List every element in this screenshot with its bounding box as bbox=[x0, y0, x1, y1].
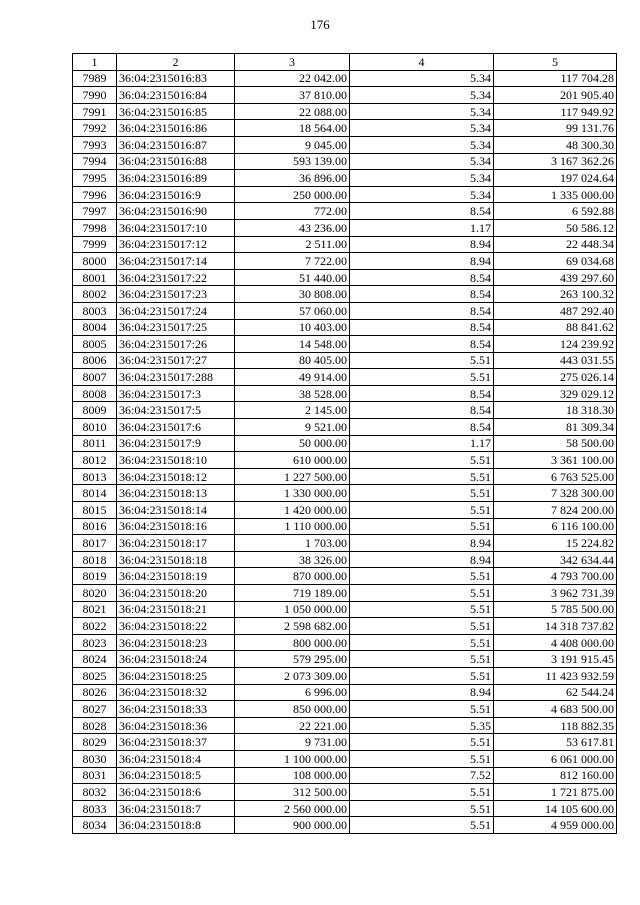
row-number-cell: 8015 bbox=[73, 502, 117, 519]
row-number-cell: 8019 bbox=[73, 568, 117, 585]
area-cell: 38 326.00 bbox=[235, 551, 350, 568]
area-cell: 2 560 000.00 bbox=[235, 800, 350, 817]
cadastral-number-cell: 36:04:2315017:288 bbox=[117, 369, 235, 386]
row-number-cell: 8033 bbox=[73, 800, 117, 817]
cadastral-number-cell: 36:04:2315017:9 bbox=[117, 435, 235, 452]
area-cell: 312 500.00 bbox=[235, 784, 350, 801]
table-row bbox=[73, 784, 617, 801]
row-number-cell: 7992 bbox=[73, 120, 117, 137]
rate-cell: 5.51 bbox=[350, 585, 494, 602]
row-number-cell: 7997 bbox=[73, 203, 117, 220]
row-number-cell: 8007 bbox=[73, 369, 117, 386]
table-row bbox=[73, 485, 617, 502]
row-number-cell: 7993 bbox=[73, 136, 117, 153]
rate-cell: 5.51 bbox=[350, 518, 494, 535]
table-row bbox=[73, 103, 617, 120]
column-header: 5 bbox=[494, 54, 617, 71]
cadastral-number-cell: 36:04:2315016:84 bbox=[117, 87, 235, 104]
cadastral-number-cell: 36:04:2315016:83 bbox=[117, 70, 235, 87]
rate-cell: 8.94 bbox=[350, 535, 494, 552]
table-row bbox=[73, 518, 617, 535]
cadastral-number-cell: 36:04:2315016:89 bbox=[117, 170, 235, 187]
row-number-cell: 8013 bbox=[73, 468, 117, 485]
cadastral-number-cell: 36:04:2315016:85 bbox=[117, 103, 235, 120]
rate-cell: 5.34 bbox=[350, 103, 494, 120]
rate-cell: 5.35 bbox=[350, 717, 494, 734]
value-cell: 117 949.92 bbox=[494, 103, 617, 120]
value-cell: 7 328 300.00 bbox=[494, 485, 617, 502]
row-number-cell: 8027 bbox=[73, 701, 117, 718]
value-cell: 124 239.92 bbox=[494, 336, 617, 353]
table-row bbox=[73, 70, 617, 87]
table-header-row bbox=[73, 54, 617, 71]
table-row bbox=[73, 136, 617, 153]
rate-cell: 5.51 bbox=[350, 369, 494, 386]
rate-cell: 8.54 bbox=[350, 203, 494, 220]
area-cell: 772.00 bbox=[235, 203, 350, 220]
table-row bbox=[73, 170, 617, 187]
rate-cell: 5.51 bbox=[350, 651, 494, 668]
value-cell: 6 116 100.00 bbox=[494, 518, 617, 535]
row-number-cell: 7999 bbox=[73, 236, 117, 253]
row-number-cell: 7996 bbox=[73, 186, 117, 203]
area-cell: 36 896.00 bbox=[235, 170, 350, 187]
value-cell: 11 423 932.59 bbox=[494, 667, 617, 684]
row-number-cell: 8034 bbox=[73, 817, 117, 834]
table-row bbox=[73, 87, 617, 104]
row-number-cell: 8011 bbox=[73, 435, 117, 452]
cadastral-number-cell: 36:04:2315018:19 bbox=[117, 568, 235, 585]
value-cell: 1 721 875.00 bbox=[494, 784, 617, 801]
table-row bbox=[73, 468, 617, 485]
value-cell: 5 785 500.00 bbox=[494, 601, 617, 618]
row-number-cell: 8024 bbox=[73, 651, 117, 668]
row-number-cell: 8025 bbox=[73, 667, 117, 684]
cadastral-number-cell: 36:04:2315016:90 bbox=[117, 203, 235, 220]
value-cell: 50 586.12 bbox=[494, 219, 617, 236]
row-number-cell: 8030 bbox=[73, 750, 117, 767]
value-cell: 118 882.35 bbox=[494, 717, 617, 734]
row-number-cell: 8006 bbox=[73, 352, 117, 369]
value-cell: 6 592.88 bbox=[494, 203, 617, 220]
value-cell: 487 292.40 bbox=[494, 302, 617, 319]
area-cell: 1 100 000.00 bbox=[235, 750, 350, 767]
row-number-cell: 7998 bbox=[73, 219, 117, 236]
table-row bbox=[73, 352, 617, 369]
area-cell: 1 703.00 bbox=[235, 535, 350, 552]
cadastral-number-cell: 36:04:2315018:24 bbox=[117, 651, 235, 668]
rate-cell: 5.51 bbox=[350, 784, 494, 801]
rate-cell: 5.51 bbox=[350, 667, 494, 684]
cadastral-number-cell: 36:04:2315018:10 bbox=[117, 452, 235, 469]
rate-cell: 5.34 bbox=[350, 70, 494, 87]
rate-cell: 8.54 bbox=[350, 336, 494, 353]
cadastral-number-cell: 36:04:2315018:4 bbox=[117, 750, 235, 767]
rate-cell: 8.94 bbox=[350, 684, 494, 701]
value-cell: 3 167 362.26 bbox=[494, 153, 617, 170]
rate-cell: 5.34 bbox=[350, 186, 494, 203]
cadastral-number-cell: 36:04:2315018:20 bbox=[117, 585, 235, 602]
table-row bbox=[73, 585, 617, 602]
rate-cell: 8.54 bbox=[350, 319, 494, 336]
rate-cell: 5.51 bbox=[350, 468, 494, 485]
rate-cell: 5.34 bbox=[350, 120, 494, 137]
row-number-cell: 8018 bbox=[73, 551, 117, 568]
value-cell: 201 905.40 bbox=[494, 87, 617, 104]
table-row bbox=[73, 701, 617, 718]
table-row bbox=[73, 800, 617, 817]
column-header: 2 bbox=[117, 54, 235, 71]
value-cell: 197 024.64 bbox=[494, 170, 617, 187]
value-cell: 3 361 100.00 bbox=[494, 452, 617, 469]
table-row bbox=[73, 535, 617, 552]
value-cell: 4 408 000.00 bbox=[494, 634, 617, 651]
row-number-cell: 7989 bbox=[73, 70, 117, 87]
value-cell: 58 500.00 bbox=[494, 435, 617, 452]
row-number-cell: 8028 bbox=[73, 717, 117, 734]
table-row bbox=[73, 302, 617, 319]
area-cell: 1 050 000.00 bbox=[235, 601, 350, 618]
rate-cell: 5.34 bbox=[350, 87, 494, 104]
cadastral-number-cell: 36:04:2315017:14 bbox=[117, 253, 235, 270]
rate-cell: 8.54 bbox=[350, 286, 494, 303]
cadastral-number-cell: 36:04:2315018:25 bbox=[117, 667, 235, 684]
cadastral-number-cell: 36:04:2315018:37 bbox=[117, 734, 235, 751]
rate-cell: 1.17 bbox=[350, 435, 494, 452]
table-row bbox=[73, 767, 617, 784]
cadastral-number-cell: 36:04:2315017:24 bbox=[117, 302, 235, 319]
cadastral-number-cell: 36:04:2315017:27 bbox=[117, 352, 235, 369]
table-row bbox=[73, 402, 617, 419]
table-row bbox=[73, 419, 617, 436]
area-cell: 22 221.00 bbox=[235, 717, 350, 734]
value-cell: 3 191 915.45 bbox=[494, 651, 617, 668]
cadastral-number-cell: 36:04:2315016:86 bbox=[117, 120, 235, 137]
rate-cell: 8.94 bbox=[350, 551, 494, 568]
cadastral-number-cell: 36:04:2315018:22 bbox=[117, 618, 235, 635]
rate-cell: 5.34 bbox=[350, 136, 494, 153]
area-cell: 850 000.00 bbox=[235, 701, 350, 718]
cadastral-number-cell: 36:04:2315018:23 bbox=[117, 634, 235, 651]
row-number-cell: 8021 bbox=[73, 601, 117, 618]
value-cell: 81 309.34 bbox=[494, 419, 617, 436]
row-number-cell: 8029 bbox=[73, 734, 117, 751]
value-cell: 7 824 200.00 bbox=[494, 502, 617, 519]
cadastral-number-cell: 36:04:2315018:6 bbox=[117, 784, 235, 801]
area-cell: 9 521.00 bbox=[235, 419, 350, 436]
rate-cell: 8.94 bbox=[350, 253, 494, 270]
rate-cell: 5.34 bbox=[350, 153, 494, 170]
page-number: 176 bbox=[310, 17, 330, 32]
row-number-cell: 7994 bbox=[73, 153, 117, 170]
table-row bbox=[73, 253, 617, 270]
area-cell: 1 420 000.00 bbox=[235, 502, 350, 519]
cadastral-number-cell: 36:04:2315018:17 bbox=[117, 535, 235, 552]
table-row bbox=[73, 651, 617, 668]
cadastral-number-cell: 36:04:2315018:21 bbox=[117, 601, 235, 618]
cadastral-number-cell: 36:04:2315017:22 bbox=[117, 269, 235, 286]
cadastral-number-cell: 36:04:2315016:88 bbox=[117, 153, 235, 170]
area-cell: 719 189.00 bbox=[235, 585, 350, 602]
value-cell: 22 448.34 bbox=[494, 236, 617, 253]
rate-cell: 8.54 bbox=[350, 419, 494, 436]
cadastral-number-cell: 36:04:2315017:26 bbox=[117, 336, 235, 353]
area-cell: 900 000.00 bbox=[235, 817, 350, 834]
row-number-cell: 8008 bbox=[73, 385, 117, 402]
table-body bbox=[73, 70, 617, 833]
cadastral-number-cell: 36:04:2315017:12 bbox=[117, 236, 235, 253]
table-row bbox=[73, 369, 617, 386]
area-cell: 22 042.00 bbox=[235, 70, 350, 87]
row-number-cell: 7990 bbox=[73, 87, 117, 104]
value-cell: 3 962 731.39 bbox=[494, 585, 617, 602]
column-header: 4 bbox=[350, 54, 494, 71]
area-cell: 57 060.00 bbox=[235, 302, 350, 319]
table-row bbox=[73, 717, 617, 734]
area-cell: 9 731.00 bbox=[235, 734, 350, 751]
table-row bbox=[73, 568, 617, 585]
value-cell: 329 029.12 bbox=[494, 385, 617, 402]
row-number-cell: 8000 bbox=[73, 253, 117, 270]
cadastral-number-cell: 36:04:2315016:9 bbox=[117, 186, 235, 203]
table-row bbox=[73, 667, 617, 684]
table-row bbox=[73, 269, 617, 286]
value-cell: 117 704.28 bbox=[494, 70, 617, 87]
cadastral-value-table bbox=[72, 53, 617, 834]
area-cell: 1 110 000.00 bbox=[235, 518, 350, 535]
rate-cell: 5.51 bbox=[350, 634, 494, 651]
value-cell: 62 544.24 bbox=[494, 684, 617, 701]
area-cell: 870 000.00 bbox=[235, 568, 350, 585]
value-cell: 18 318.30 bbox=[494, 402, 617, 419]
table-row bbox=[73, 734, 617, 751]
value-cell: 342 634.44 bbox=[494, 551, 617, 568]
area-cell: 2 145.00 bbox=[235, 402, 350, 419]
area-cell: 2 511.00 bbox=[235, 236, 350, 253]
rate-cell: 5.34 bbox=[350, 170, 494, 187]
area-cell: 9 045.00 bbox=[235, 136, 350, 153]
table-row bbox=[73, 236, 617, 253]
rate-cell: 5.51 bbox=[350, 618, 494, 635]
table-row bbox=[73, 634, 617, 651]
area-cell: 1 330 000.00 bbox=[235, 485, 350, 502]
table-row bbox=[73, 385, 617, 402]
cadastral-number-cell: 36:04:2315018:12 bbox=[117, 468, 235, 485]
area-cell: 50 000.00 bbox=[235, 435, 350, 452]
cadastral-number-cell: 36:04:2315016:87 bbox=[117, 136, 235, 153]
rate-cell: 5.51 bbox=[350, 568, 494, 585]
area-cell: 49 914.00 bbox=[235, 369, 350, 386]
table-row bbox=[73, 435, 617, 452]
value-cell: 1 335 000.00 bbox=[494, 186, 617, 203]
rate-cell: 5.51 bbox=[350, 800, 494, 817]
cadastral-number-cell: 36:04:2315018:7 bbox=[117, 800, 235, 817]
rate-cell: 8.54 bbox=[350, 269, 494, 286]
area-cell: 2 598 682.00 bbox=[235, 618, 350, 635]
rate-cell: 5.51 bbox=[350, 352, 494, 369]
cadastral-number-cell: 36:04:2315018:14 bbox=[117, 502, 235, 519]
rate-cell: 5.51 bbox=[350, 817, 494, 834]
table-row bbox=[73, 551, 617, 568]
row-number-cell: 8009 bbox=[73, 402, 117, 419]
row-number-cell: 8020 bbox=[73, 585, 117, 602]
row-number-cell: 8003 bbox=[73, 302, 117, 319]
area-cell: 1 227 500.00 bbox=[235, 468, 350, 485]
table-row bbox=[73, 502, 617, 519]
rate-cell: 8.54 bbox=[350, 385, 494, 402]
cadastral-number-cell: 36:04:2315017:6 bbox=[117, 419, 235, 436]
cadastral-number-cell: 36:04:2315017:25 bbox=[117, 319, 235, 336]
rate-cell: 5.51 bbox=[350, 502, 494, 519]
value-cell: 14 105 600.00 bbox=[494, 800, 617, 817]
table-row bbox=[73, 186, 617, 203]
area-cell: 43 236.00 bbox=[235, 219, 350, 236]
rate-cell: 5.51 bbox=[350, 601, 494, 618]
value-cell: 53 617.81 bbox=[494, 734, 617, 751]
cadastral-number-cell: 36:04:2315017:23 bbox=[117, 286, 235, 303]
value-cell: 69 034.68 bbox=[494, 253, 617, 270]
cadastral-number-cell: 36:04:2315018:33 bbox=[117, 701, 235, 718]
value-cell: 263 100.32 bbox=[494, 286, 617, 303]
area-cell: 51 440.00 bbox=[235, 269, 350, 286]
rate-cell: 8.54 bbox=[350, 402, 494, 419]
table-row bbox=[73, 219, 617, 236]
row-number-cell: 8004 bbox=[73, 319, 117, 336]
row-number-cell: 8031 bbox=[73, 767, 117, 784]
area-cell: 37 810.00 bbox=[235, 87, 350, 104]
table-row bbox=[73, 286, 617, 303]
rate-cell: 7.52 bbox=[350, 767, 494, 784]
row-number-cell: 7991 bbox=[73, 103, 117, 120]
rate-cell: 1.17 bbox=[350, 219, 494, 236]
cadastral-number-cell: 36:04:2315017:3 bbox=[117, 385, 235, 402]
value-cell: 4 959 000.00 bbox=[494, 817, 617, 834]
value-cell: 88 841.62 bbox=[494, 319, 617, 336]
table-row bbox=[73, 601, 617, 618]
value-cell: 275 026.14 bbox=[494, 369, 617, 386]
area-cell: 14 548.00 bbox=[235, 336, 350, 353]
area-cell: 2 073 309.00 bbox=[235, 667, 350, 684]
value-cell: 812 160.00 bbox=[494, 767, 617, 784]
row-number-cell: 8032 bbox=[73, 784, 117, 801]
area-cell: 38 528.00 bbox=[235, 385, 350, 402]
area-cell: 7 722.00 bbox=[235, 253, 350, 270]
rate-cell: 5.51 bbox=[350, 485, 494, 502]
table-row bbox=[73, 684, 617, 701]
cadastral-number-cell: 36:04:2315018:36 bbox=[117, 717, 235, 734]
area-cell: 18 564.00 bbox=[235, 120, 350, 137]
area-cell: 80 405.00 bbox=[235, 352, 350, 369]
value-cell: 99 131.76 bbox=[494, 120, 617, 137]
rate-cell: 5.51 bbox=[350, 750, 494, 767]
value-cell: 4 683 500.00 bbox=[494, 701, 617, 718]
rate-cell: 8.94 bbox=[350, 236, 494, 253]
row-number-cell: 8022 bbox=[73, 618, 117, 635]
area-cell: 579 295.00 bbox=[235, 651, 350, 668]
value-cell: 6 061 000.00 bbox=[494, 750, 617, 767]
cadastral-number-cell: 36:04:2315018:13 bbox=[117, 485, 235, 502]
column-header: 1 bbox=[73, 54, 117, 71]
row-number-cell: 7995 bbox=[73, 170, 117, 187]
table-row bbox=[73, 336, 617, 353]
table-row bbox=[73, 153, 617, 170]
value-cell: 6 763 525.00 bbox=[494, 468, 617, 485]
row-number-cell: 8010 bbox=[73, 419, 117, 436]
rate-cell: 5.51 bbox=[350, 701, 494, 718]
table-row bbox=[73, 452, 617, 469]
cadastral-number-cell: 36:04:2315018:32 bbox=[117, 684, 235, 701]
rate-cell: 5.51 bbox=[350, 734, 494, 751]
rate-cell: 5.51 bbox=[350, 452, 494, 469]
value-cell: 48 300.30 bbox=[494, 136, 617, 153]
row-number-cell: 8005 bbox=[73, 336, 117, 353]
area-cell: 30 808.00 bbox=[235, 286, 350, 303]
value-cell: 439 297.60 bbox=[494, 269, 617, 286]
table-row bbox=[73, 120, 617, 137]
row-number-cell: 8023 bbox=[73, 634, 117, 651]
cadastral-number-cell: 36:04:2315018:18 bbox=[117, 551, 235, 568]
row-number-cell: 8026 bbox=[73, 684, 117, 701]
table-row bbox=[73, 203, 617, 220]
row-number-cell: 8001 bbox=[73, 269, 117, 286]
rate-cell: 8.54 bbox=[350, 302, 494, 319]
cadastral-number-cell: 36:04:2315017:5 bbox=[117, 402, 235, 419]
table-row bbox=[73, 319, 617, 336]
area-cell: 800 000.00 bbox=[235, 634, 350, 651]
table-row bbox=[73, 750, 617, 767]
row-number-cell: 8014 bbox=[73, 485, 117, 502]
area-cell: 22 088.00 bbox=[235, 103, 350, 120]
area-cell: 610 000.00 bbox=[235, 452, 350, 469]
value-cell: 14 318 737.82 bbox=[494, 618, 617, 635]
table-row bbox=[73, 618, 617, 635]
row-number-cell: 8002 bbox=[73, 286, 117, 303]
area-cell: 593 139.00 bbox=[235, 153, 350, 170]
row-number-cell: 8012 bbox=[73, 452, 117, 469]
value-cell: 443 031.55 bbox=[494, 352, 617, 369]
cadastral-number-cell: 36:04:2315018:5 bbox=[117, 767, 235, 784]
column-header: 3 bbox=[235, 54, 350, 71]
cadastral-number-cell: 36:04:2315017:10 bbox=[117, 219, 235, 236]
cadastral-number-cell: 36:04:2315018:8 bbox=[117, 817, 235, 834]
cadastral-number-cell: 36:04:2315018:16 bbox=[117, 518, 235, 535]
area-cell: 108 000.00 bbox=[235, 767, 350, 784]
area-cell: 250 000.00 bbox=[235, 186, 350, 203]
value-cell: 4 793 700.00 bbox=[494, 568, 617, 585]
area-cell: 10 403.00 bbox=[235, 319, 350, 336]
row-number-cell: 8016 bbox=[73, 518, 117, 535]
area-cell: 6 996.00 bbox=[235, 684, 350, 701]
row-number-cell: 8017 bbox=[73, 535, 117, 552]
table-row bbox=[73, 817, 617, 834]
value-cell: 15 224.82 bbox=[494, 535, 617, 552]
